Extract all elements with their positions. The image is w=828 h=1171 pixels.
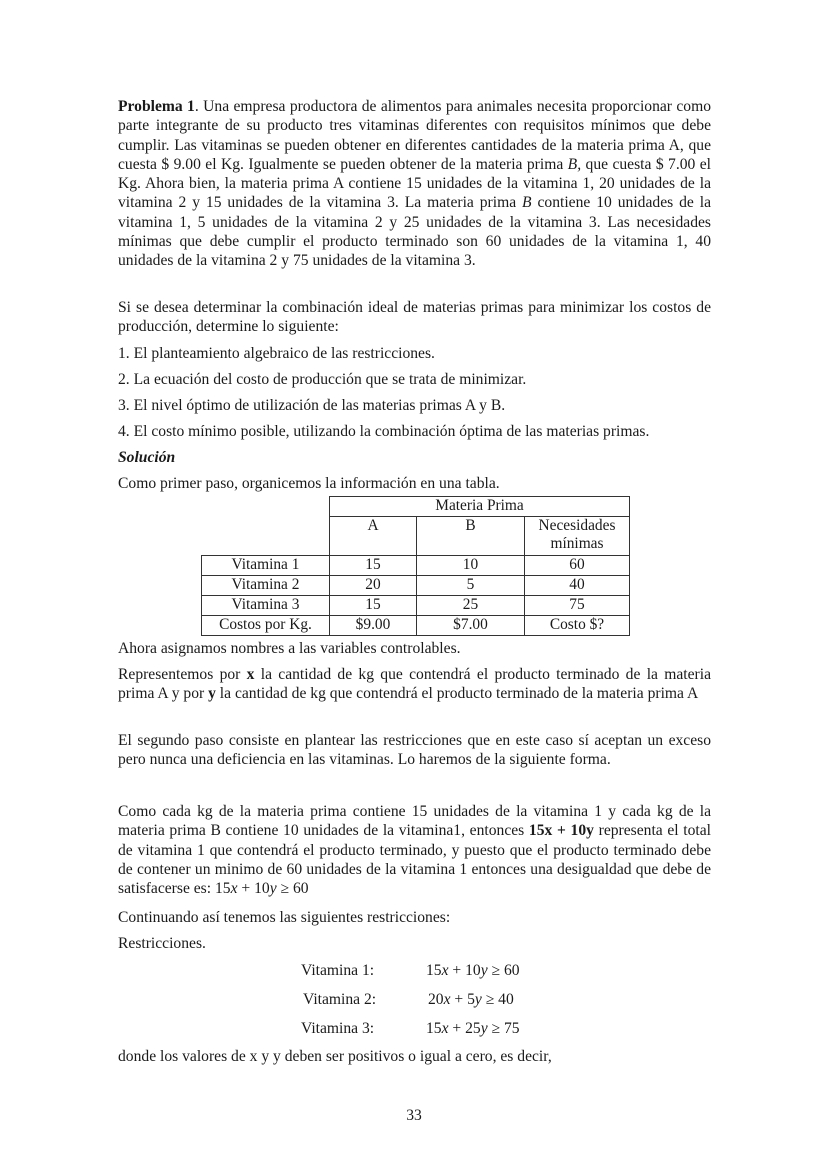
problem-statement <box>118 97 711 271</box>
restriction-label: Vitamina 3: <box>301 1020 375 1037</box>
step2-text: El segundo paso consiste en plantear las restricciones que en este caso sí aceptan un exceso pero nunca una deficiencia en las vitaminas. Lo haremos de la siguiente forma. <box>118 732 711 769</box>
table-corner <box>202 497 330 517</box>
table-cell: 15 <box>330 556 417 576</box>
variable-x: x <box>246 666 255 683</box>
table-row-label: Vitamina 1 <box>202 556 330 576</box>
variables-intro: Ahora asignamos nombres a las variables controlables. <box>118 640 461 657</box>
explanation-text: Como cada kg de la materia prima contiene 15 unidades de la vitamina 1 y cada kg de la materia prima B contiene 10 unidades de la vitamina1, entonces <box>118 803 711 840</box>
statement-text: que cuesta $ 7.00 el Kg. Ahora bien, la materia prima A contiene 15 unidades de la vitamina 1, 20 unidades de la vitamina 2 y 15 unidades de la vitamina 3. La materia prima <box>118 155 712 212</box>
page-number: 33 <box>406 1107 422 1124</box>
restriction-label: Vitamina 1: <box>301 962 375 979</box>
variables-text: la cantidad de kg que contendrá el producto terminado de la materia prima A <box>215 685 699 703</box>
restriction-label: Vitamina 2: <box>303 991 377 1008</box>
table-group-header: Materia Prima <box>330 497 630 517</box>
variables-definition <box>118 665 711 704</box>
inequality-vitamina-1: 15x + 10y ≥ 60 <box>214 880 309 898</box>
table-cell: $7.00 <box>417 616 525 636</box>
explanation-paragraph <box>118 802 711 898</box>
table-cell: $9.00 <box>330 616 417 636</box>
nonnegativity-intro: donde los valores de x y y deben ser positivos o igual a cero, es decir, <box>118 1048 552 1065</box>
table-row-label: Vitamina 2 <box>202 576 330 596</box>
table-cell: 60 <box>525 556 630 576</box>
table-cell: 25 <box>417 596 525 616</box>
table-cell: Costo $? <box>525 616 630 636</box>
explanation-text: representa el total de vitamina 1 que contendrá el producto terminado, y puesto que el producto terminado debe de contener un minimo de 60 unidades de la vitamina 1 entonces una desigualdad que debe de satisfacerse es: <box>118 822 712 898</box>
variables-text: Representemos por <box>118 666 247 683</box>
table-cell: 75 <box>525 596 630 616</box>
table-corner <box>202 517 330 556</box>
question-item: 2. La ecuación del costo de producción que se trata de minimizar. <box>118 371 527 388</box>
table-row <box>202 596 630 616</box>
problem-title: Problema 1 <box>118 98 195 115</box>
continuing-text: Continuando así tenemos las siguientes restricciones: <box>118 909 451 926</box>
table-cell: 15 <box>330 596 417 616</box>
restriction-inequality: 15x + 25y ≥ 75 <box>426 1020 520 1037</box>
question-item: 1. El planteamiento algebraico de las restricciones. <box>118 345 435 362</box>
question-item: 3. El nivel óptimo de utilización de las materias primas A y B. <box>118 397 506 414</box>
table-column-header: B <box>417 517 525 556</box>
statement-text: . Una empresa productora de alimentos para animales necesita proporcionar como parte integrante de su producto tres vitaminas diferentes con requisitos mínimos que debe cumplir. Las vitaminas se pueden obtener en diferentes cantidades de la materia prima A, que cuesta $ 9.00 el Kg. Igualmente se pueden obtener de la materia prima <box>118 98 712 173</box>
variable-y: y <box>208 685 216 703</box>
statement-b-italic: B, <box>567 155 582 173</box>
question-item: 4. El costo mínimo posible, utilizando la combinación óptima de las materias primas. <box>118 423 650 440</box>
bold-expression: 15x + 10y <box>528 822 594 840</box>
table-cell: 20 <box>330 576 417 596</box>
table-cell: 10 <box>417 556 525 576</box>
table-row-label: Vitamina 3 <box>202 596 330 616</box>
variables-text: la cantidad de kg que contendrá el producto terminado de la materia prima A y por <box>118 666 711 703</box>
question-intro: Si se desea determinar la combinación ideal de materias primas para minimizar los costos de producción, determine lo siguiente: <box>118 299 711 336</box>
statement-text: contiene 10 unidades de la vitamina 1, 5 unidades de la vitamina 2 y 25 unidades de la vitamina 3. Las necesidades mínimas que debe cumplir el producto terminado son 60 unidades de la vitamina 1, 40 unidades de la vitamina 2 y 75 unidades de la vitamina 3. <box>118 194 712 270</box>
table-row <box>202 616 630 636</box>
restriction-inequality: 15x + 10y ≥ 60 <box>426 962 520 979</box>
table-row <box>202 556 630 576</box>
table-row-label: Costos por Kg. <box>202 616 330 636</box>
table-column-header: A <box>330 517 417 556</box>
step1-text: Como primer paso, organicemos la información en una tabla. <box>118 475 500 492</box>
solution-heading: Solución <box>118 449 176 466</box>
table-column-header: Necesidades mínimas <box>525 517 630 556</box>
table-cell: 5 <box>417 576 525 596</box>
table-cell: 40 <box>525 576 630 596</box>
statement-b-italic: B <box>522 194 532 212</box>
table-row <box>202 576 630 596</box>
restrictions-heading: Restricciones. <box>118 935 206 952</box>
data-table <box>201 496 630 636</box>
restriction-inequality: 20x + 5y ≥ 40 <box>428 991 514 1008</box>
